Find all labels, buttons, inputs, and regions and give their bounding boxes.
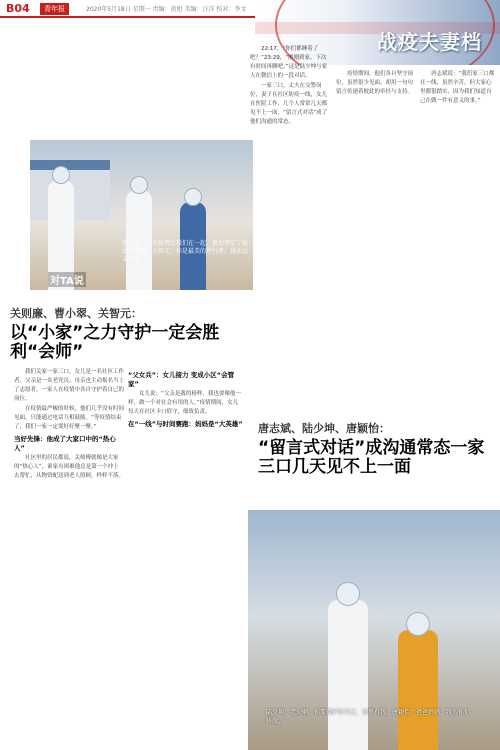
paragraph: 唐志斌说：“我们家三口都在一线，虽然辛苦，但大家心里都很踏实，因为我们知道自己在做一件有意义的事。” [420,71,495,104]
photo-tag: 对TA说 [48,272,86,287]
article2-column-3 [420,70,496,410]
paragraph: 22:17，“你们都睡着了吧？”23:29，“刚刚到家，下次有时间再聊吧。”这是陆少坤与家人在微信上的一段对话。 [250,46,328,79]
article1-column-2 [128,368,243,746]
paragraph: 一家三口，丈夫在交警岗位，妻子在社区防疫一线，女儿在医院工作，几个人常常几天都见不上一面，“留言式对话”成了他们沟通的常态。 [250,83,328,125]
article1-kicker: 关则廉、曹小翠、关智元： [10,307,142,320]
subhead: “父女兵”：女儿接力 变成小区“会管家” [128,371,235,388]
figure-head [406,612,430,636]
paragraph: 我们关家一家三口，女儿是一名社区工作者，父亲是一名老党员，母亲也主动报名当上了志愿者，一家人在疫情中各自守护着自己的岗位。 [14,369,124,402]
date-line: 2020年5月18日 星期一 责编：黄旭 美编：汪洋 校对：李文 [86,6,247,13]
paragraph: 在疫情最严峻的时候，他们几乎没有时间见面，只能通过电话互相鼓励。“等疫情结束了，我们一家一定要好好聚一聚。” [14,406,124,430]
figure-head [130,176,148,194]
page-number: B04 [6,2,30,15]
subhead: 当好先锋：他成了大家口中的“热心人” [14,435,116,452]
section-badge: 青年报 [40,3,69,15]
article1-title: 以“小家”之力守护一定会胜利“会师” [10,323,220,362]
couple-photo [248,510,500,750]
paragraph: 社区里的居民都说，关师傅就像是大家的“热心人”，谁家有困难他总是第一个冲上去帮忙，从物资配送到老人照顾，样样不落。 [14,455,124,479]
paragraph: 女儿说：“父亲是我的榜样，我也要像他一样，做一个对社会有用的人。”疫情期间，女儿每天在社区卡口值守，细致负责。 [128,391,241,415]
photo-caption: 曹小萍：这次疫情让我们在一起，更加坚定了彼此的选择。关智元：你是最美的逆行者，我永远支持你。 [122,240,249,263]
figure [328,600,368,750]
article2-column-1 [250,45,332,385]
paragraph: 疫情期间，他们各自坚守岗位，虽然很少见面，却用一句句留言传递着彼此的牵挂与支持。 [336,71,414,95]
article2-column-2 [336,70,418,410]
family-photo [30,140,253,290]
figure-head [52,166,70,184]
figure-head [184,188,202,206]
article2-title: “留言式对话”成沟通常态一家三口几天见不上一面 [258,438,485,477]
figure [398,630,438,750]
subhead: 在“一线”与时间赛跑：妈妈是“大英雄” [128,420,243,428]
article1-column-1 [14,368,124,746]
article2-kicker: 唐志斌、陆少坤、唐颖怡： [258,422,390,435]
figure-head [336,582,360,606]
photo-caption: 陆少坤：老公啊，你要保护好自己，家里有我。唐颖怡：爸爸妈妈，我为你们骄傲。 [266,709,471,725]
banner-title: 战疫夫妻档 [377,30,482,54]
article2-headline [258,420,498,477]
article1-headline [10,305,245,362]
